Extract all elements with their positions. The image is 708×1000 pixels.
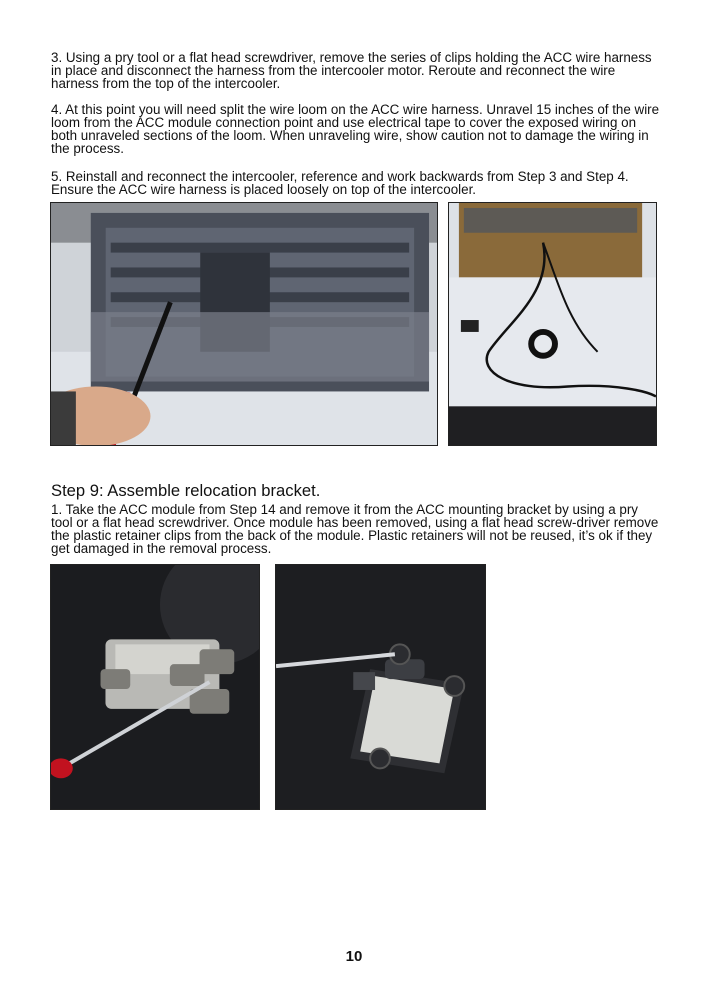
photo-acc-wire-harness bbox=[448, 202, 657, 446]
step-9-heading: Step 9: Assemble relocation bracket. bbox=[51, 481, 321, 500]
step-paragraph-3: 3. Using a pry tool or a flat head screwdriver, remove the series of clips holding the ACC wire harness in place and disconnect the harness from the intercooler motor. Reroute and reconnect the wire harness from the top of the intercooler. bbox=[51, 50, 652, 91]
photo-intercooler-clip-removal bbox=[50, 202, 438, 446]
step-paragraph-4: 4. At this point you will need split the wire loom on the ACC wire harness. Unravel 15 inches of the wire loom from the ACC module connection point and use electrical tape to cover the exposed wiring on both unraveled sections of the loom. When unraveling wire, show caution not to damage the wiring in the process. bbox=[51, 102, 660, 156]
step-paragraph-5: 5. Reinstall and reconnect the intercooler, reference and work backwards from Step 3 and Step 4. Ensure the ACC wire harness is placed loosely on top of the intercooler. bbox=[51, 169, 629, 197]
photo-acc-module-removal bbox=[50, 564, 260, 810]
page-number: 10 bbox=[345, 948, 363, 965]
step-9-paragraph-1: 1. Take the ACC module from Step 14 and remove it from the ACC mounting bracket by using a pry tool or a flat head screwdriver. Once module has been removed, using a flat head screw-driver remove the plastic retainer clips from the back of the module. Plastic retainers will not be reused, it’s ok if they get damaged in the removal process. bbox=[51, 502, 659, 556]
photo-plastic-retainer-clips bbox=[275, 564, 486, 810]
